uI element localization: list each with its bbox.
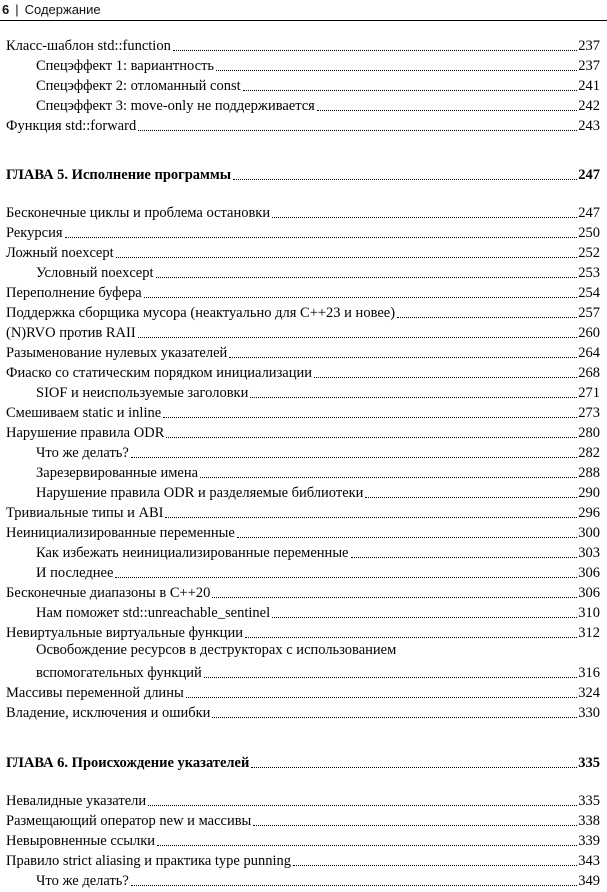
leader-dots (165, 517, 577, 518)
leader-dots (314, 377, 577, 378)
toc-entry-title: Тривиальные типы и ABI (6, 505, 164, 521)
toc-entry-title: Правило strict aliasing и практика type punning (6, 853, 292, 869)
toc-entry-page: 264 (578, 345, 600, 361)
toc-entry-title: Класс-шаблон std::function (6, 38, 171, 54)
toc-entry[interactable] (6, 115, 600, 135)
toc-entry-title: Как избежать неинициализированные переменные (36, 545, 349, 561)
toc-entry[interactable] (36, 542, 600, 562)
toc-entry[interactable] (6, 322, 600, 342)
toc-entry-page: 306 (578, 565, 600, 581)
toc-entry[interactable] (36, 462, 600, 482)
leader-dots (131, 457, 577, 458)
toc-entry-title: SIOF и неиспользуемые заголовки (36, 385, 249, 401)
toc-entry[interactable] (6, 282, 600, 302)
toc-entry-title: Нарушение правила ODR (6, 425, 165, 441)
leader-dots (212, 597, 577, 598)
toc-entry-title: Переполнение буфера (6, 285, 142, 301)
toc-entry-title: Разыменование нулевых указателей (6, 345, 228, 361)
toc-chapter-title: ГЛАВА 5. Исполнение программы (6, 167, 232, 183)
leader-dots (212, 717, 577, 718)
toc-entry-page: 252 (578, 245, 600, 261)
toc-entry-title: Поддержка сборщика мусора (неактуально для C++23 и новее) (6, 305, 396, 321)
toc-entry-title: Освобождение ресурсов в деструкторах с использованием (36, 642, 397, 658)
leader-dots (131, 885, 577, 886)
toc-entry-page: 349 (578, 873, 600, 889)
toc-entry[interactable] (6, 342, 600, 362)
toc-entry[interactable] (6, 402, 600, 422)
leader-dots (272, 617, 577, 618)
toc-chapter-5[interactable] (6, 164, 600, 184)
toc-entry-title: Невиртуальные виртуальные функции (6, 625, 243, 641)
toc-entry-title: Неинициализированные переменные (6, 525, 235, 541)
leader-dots (351, 557, 578, 558)
page-number: 6 (2, 2, 10, 17)
toc-entry-title: Невалидные указатели (6, 793, 147, 809)
leader-dots (173, 50, 577, 51)
leader-dots (317, 110, 577, 111)
toc-entry-page: 330 (578, 705, 600, 721)
toc-entry-page: 339 (578, 833, 600, 849)
toc-entry-page: 242 (578, 98, 600, 114)
toc-entry[interactable] (6, 622, 600, 642)
leader-dots (397, 317, 577, 318)
toc-entry-title: Ложный noexcept (6, 245, 114, 261)
toc-entry-page: 288 (578, 465, 600, 481)
page-header (0, 0, 607, 22)
header-separator: | (15, 2, 19, 17)
toc-entry-title: Что же делать? (36, 873, 129, 889)
toc-entry-title: Спецэффект 1: вариантность (36, 58, 215, 74)
toc-entry-title: Фиаско со статическим порядком инициализации (6, 365, 313, 381)
toc-entry[interactable] (6, 830, 600, 850)
toc-entry-page: 312 (578, 625, 600, 641)
leader-dots (116, 257, 578, 258)
toc-chapter-6[interactable] (6, 752, 600, 772)
toc-entry-title: Массивы переменной длины (6, 685, 184, 701)
toc-entry[interactable] (6, 35, 600, 55)
toc-entry-page: 273 (578, 405, 600, 421)
toc-entry[interactable] (36, 442, 600, 462)
toc-entry[interactable] (6, 222, 600, 242)
leader-dots (245, 637, 577, 638)
leader-dots (157, 845, 577, 846)
toc-entry-page: 300 (578, 525, 600, 541)
header-rule (0, 20, 607, 21)
toc-entry-page: 343 (578, 853, 600, 869)
leader-dots (204, 677, 578, 678)
toc-entry[interactable] (36, 95, 600, 115)
leader-dots (237, 537, 577, 538)
toc-entry-title: Функция std::forward (6, 118, 137, 134)
toc-entry-title: Условный noexcept (36, 265, 154, 281)
leader-dots (138, 130, 577, 131)
toc-chapter-page: 247 (578, 167, 600, 183)
toc-entry-page: 290 (578, 485, 600, 501)
toc-entry[interactable] (36, 382, 600, 402)
toc-entry-page: 316 (578, 665, 600, 681)
toc-entry[interactable] (6, 790, 600, 810)
leader-dots (293, 865, 577, 866)
toc-entry-page: 247 (578, 205, 600, 221)
toc-entry-title: Смешиваем static и inline (6, 405, 162, 421)
toc-entry-page: 254 (578, 285, 600, 301)
toc-entry-page: 241 (578, 78, 600, 94)
toc-entry-page: 260 (578, 325, 600, 341)
leader-dots (272, 217, 577, 218)
leader-dots (233, 179, 577, 180)
toc-entry[interactable] (6, 702, 600, 722)
leader-dots (251, 767, 577, 768)
toc-entry-page: 280 (578, 425, 600, 441)
toc-entry[interactable] (6, 362, 600, 382)
toc-entry-page: 338 (578, 813, 600, 829)
leader-dots (243, 90, 578, 91)
toc-entry-title: Рекурсия (6, 225, 63, 241)
toc-entry[interactable] (6, 502, 600, 522)
toc-entry-page: 250 (578, 225, 600, 241)
toc-entry[interactable] (6, 202, 600, 222)
leader-dots (166, 437, 577, 438)
leader-dots (148, 805, 577, 806)
header-title: Содержание (24, 2, 101, 17)
leader-dots (200, 477, 577, 478)
toc-entry-title: Нарушение правила ODR и разделяемые библиотеки (36, 485, 364, 501)
toc-entry[interactable] (36, 262, 600, 282)
leader-dots (115, 577, 577, 578)
toc-chapter-title: ГЛАВА 6. Происхождение указателей (6, 755, 250, 771)
leader-dots (144, 297, 578, 298)
toc-entry-page: 310 (578, 605, 600, 621)
toc-entry[interactable] (36, 562, 600, 582)
toc-entry-page: 282 (578, 445, 600, 461)
toc-entry-title: Спецэффект 2: отломанный const (36, 78, 241, 94)
toc-entry-page: 253 (578, 265, 600, 281)
header-text (2, 2, 101, 17)
leader-dots (156, 277, 578, 278)
toc-entry-page: 324 (578, 685, 600, 701)
leader-dots (253, 825, 577, 826)
toc-entry-title: Бесконечные диапазоны в C++20 (6, 585, 211, 601)
toc-entry-title: Размещающий оператор new и массивы (6, 813, 252, 829)
leader-dots (138, 337, 578, 338)
toc-entry-page: 268 (578, 365, 600, 381)
toc-entry[interactable] (36, 55, 600, 75)
toc-entry-page: 237 (578, 38, 600, 54)
toc-entry-title: (N)RVO против RAII (6, 325, 136, 341)
toc-entry-title: Что же делать? (36, 445, 129, 461)
toc-entry[interactable] (6, 682, 600, 702)
toc-entry-page: 237 (578, 58, 600, 74)
toc-entry-title: Нам поможет std::unreachable_sentinel (36, 605, 271, 621)
toc-entry-title: Спецэффект 3: move-only не поддерживается (36, 98, 315, 114)
toc-entry-title: Зарезервированные имена (36, 465, 199, 481)
toc-entry-title: И последнее (36, 565, 114, 581)
toc-entry[interactable] (6, 422, 600, 442)
toc-entry-line-1[interactable] (36, 642, 600, 662)
leader-dots (186, 697, 578, 698)
toc-entry-title: Владение, исключения и ошибки (6, 705, 211, 721)
leader-dots (365, 497, 577, 498)
toc-entry-page: 296 (578, 505, 600, 521)
toc-entry-line-2[interactable] (36, 662, 600, 682)
leader-dots (65, 237, 578, 238)
toc-entry-page: 306 (578, 585, 600, 601)
toc-entry[interactable] (6, 582, 600, 602)
toc-entry[interactable] (6, 302, 600, 322)
toc-entry[interactable] (6, 522, 600, 542)
toc-entry-page: 243 (578, 118, 600, 134)
leader-dots (163, 417, 577, 418)
toc-entry-title: Невыровненные ссылки (6, 833, 156, 849)
toc-entry[interactable] (6, 850, 600, 870)
toc-entry-title: Бесконечные циклы и проблема остановки (6, 205, 271, 221)
toc-entry-title: вспомогательных функций (36, 665, 202, 681)
toc-entry[interactable] (36, 482, 600, 502)
toc-entry-page: 303 (578, 545, 600, 561)
toc-entry[interactable] (36, 75, 600, 95)
toc-entry[interactable] (6, 242, 600, 262)
toc-chapter-page: 335 (578, 755, 600, 771)
toc-entry[interactable] (6, 810, 600, 830)
leader-dots (250, 397, 577, 398)
toc-entry[interactable] (36, 602, 600, 622)
leader-dots (216, 70, 577, 71)
leader-dots (229, 357, 577, 358)
toc-entry-page: 257 (578, 305, 600, 321)
toc-entry-page: 271 (578, 385, 600, 401)
toc-entry[interactable] (36, 870, 600, 890)
toc-entry-page: 335 (578, 793, 600, 809)
